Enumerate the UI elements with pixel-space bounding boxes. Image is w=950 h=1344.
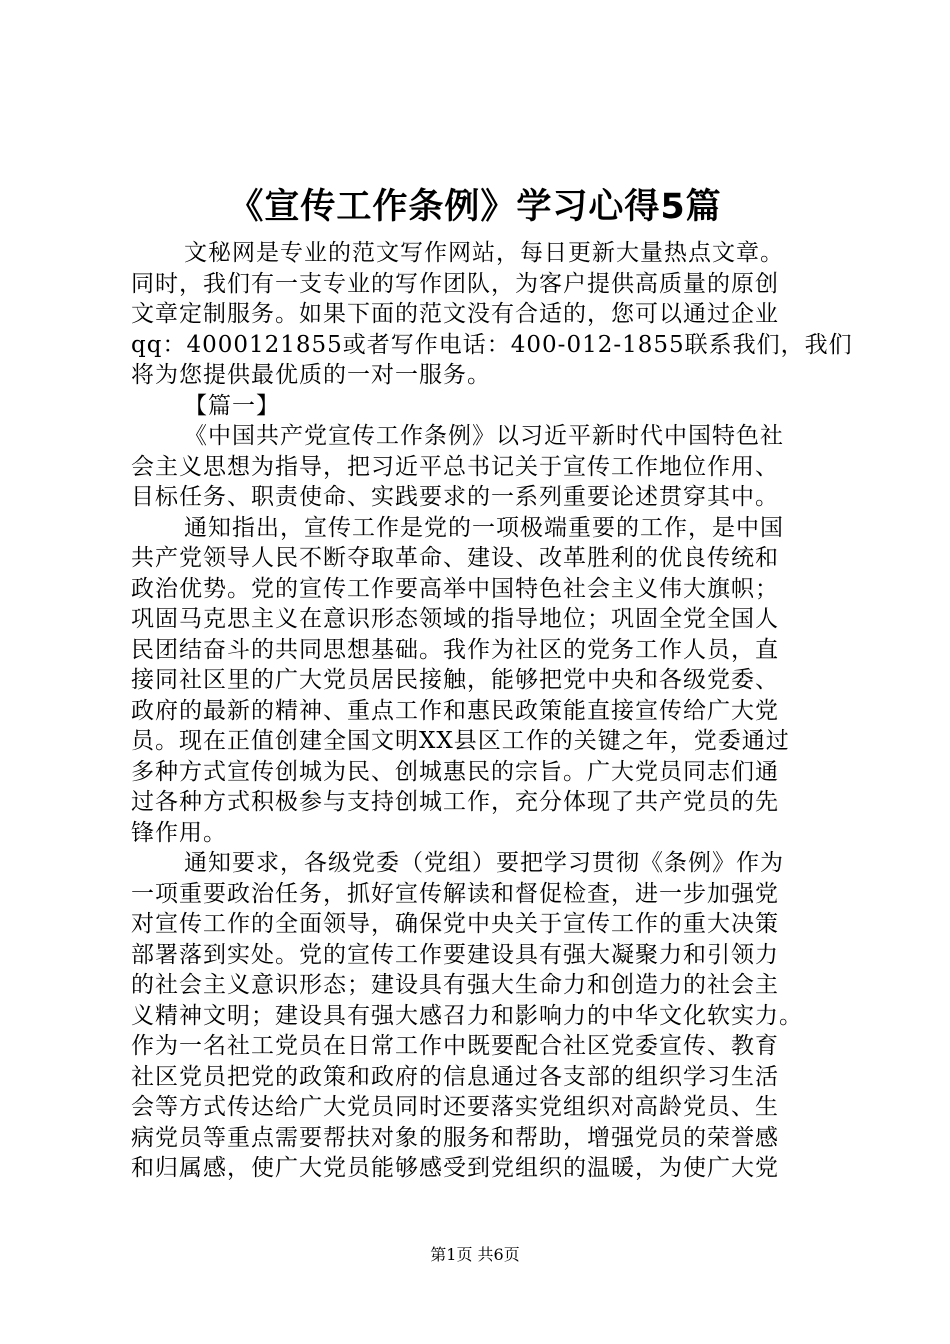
text-line: qq：4000121855或者写作电话：400-012-1855联系我们，我们 [131, 331, 853, 358]
document-body [131, 238, 851, 1184]
text-line: 《中国共产党宣传工作条例》以习近平新时代中国特色社 [184, 423, 784, 449]
text-line: 同时，我们有一支专业的写作团队，为客户提供高质量的原创 [131, 270, 779, 297]
text-line: 病党员等重点需要帮扶对象的服务和帮助，增强党员的荣誉感 [131, 1124, 779, 1151]
text-line: 【篇一】 [184, 392, 280, 419]
text-line: 通知指出，宣传工作是党的一项极端重要的工作，是中国 [184, 514, 784, 541]
text-line: 会等方式传达给广大党员同时还要落实党组织对高龄党员、生 [131, 1094, 779, 1120]
text-line: 对宣传工作的全面领导，确保党中央关于宣传工作的重大决策 [131, 911, 779, 937]
text-line: 作为一名社工党员在日常工作中既要配合社区党委宣传、教育 [131, 1033, 779, 1059]
text-line: 文章定制服务。如果下面的范文没有合适的，您可以通过企业 [131, 301, 779, 327]
text-line: 部署落到实处。党的宣传工作要建设具有强大凝聚力和引领力 [131, 941, 779, 968]
text-line: 过各种方式积极参与支持创城工作，充分体现了共产党员的先 [131, 789, 779, 815]
text-line: 社区党员把党的政策和政府的信息通过各支部的组织学习生活 [131, 1063, 779, 1090]
text-line: 政府的最新的精神、重点工作和惠民政策能直接宣传给广大党 [131, 697, 779, 724]
text-line: 锋作用。 [131, 819, 227, 846]
text-line: 政治优势。党的宣传工作要高举中国特色社会主义伟大旗帜； [131, 575, 779, 602]
text-line: 民团结奋斗的共同思想基础。我作为社区的党务工作人员，直 [131, 636, 779, 663]
text-line: 会主义思想为指导，把习近平总书记关于宣传工作地位作用、 [131, 453, 779, 480]
page-footer: 第1页 共6页 [430, 1245, 520, 1264]
text-line: 的社会主义意识形态；建设具有强大生命力和创造力的社会主 [131, 972, 779, 998]
text-line: 义精神文明；建设具有强大感召力和影响力的中华文化软实力。 [131, 1002, 803, 1029]
text-line: 巩固马克思主义在意识形态领域的指导地位；巩固全党全国人 [131, 606, 779, 632]
text-line: 和归属感，使广大党员能够感受到党组织的温暖，为使广大党 [131, 1155, 779, 1181]
text-line: 多种方式宣传创城为民、创城惠民的宗旨。广大党员同志们通 [131, 758, 779, 785]
text-line: 目标任务、职责使命、实践要求的一系列重要论述贯穿其中。 [131, 484, 779, 510]
text-line: 员。现在正值创建全国文明XX县区工作的关键之年，党委通过 [131, 728, 790, 754]
text-line: 接同社区里的广大党员居民接触，能够把党中央和各级党委、 [131, 667, 779, 693]
text-line: 文秘网是专业的范文写作网站，每日更新大量热点文章。 [184, 240, 784, 266]
text-line: 通知要求，各级党委（党组）要把学习贯彻《条例》作为 [184, 850, 784, 876]
document-title: 《宣传工作条例》学习心得5篇 [228, 187, 722, 227]
text-line: 一项重要政治任务，抓好宣传解读和督促检查，进一步加强党 [131, 880, 779, 907]
text-line: 将为您提供最优质的一对一服务。 [131, 362, 491, 388]
text-line: 共产党领导人民不断夺取革命、建设、改革胜利的优良传统和 [131, 545, 779, 571]
